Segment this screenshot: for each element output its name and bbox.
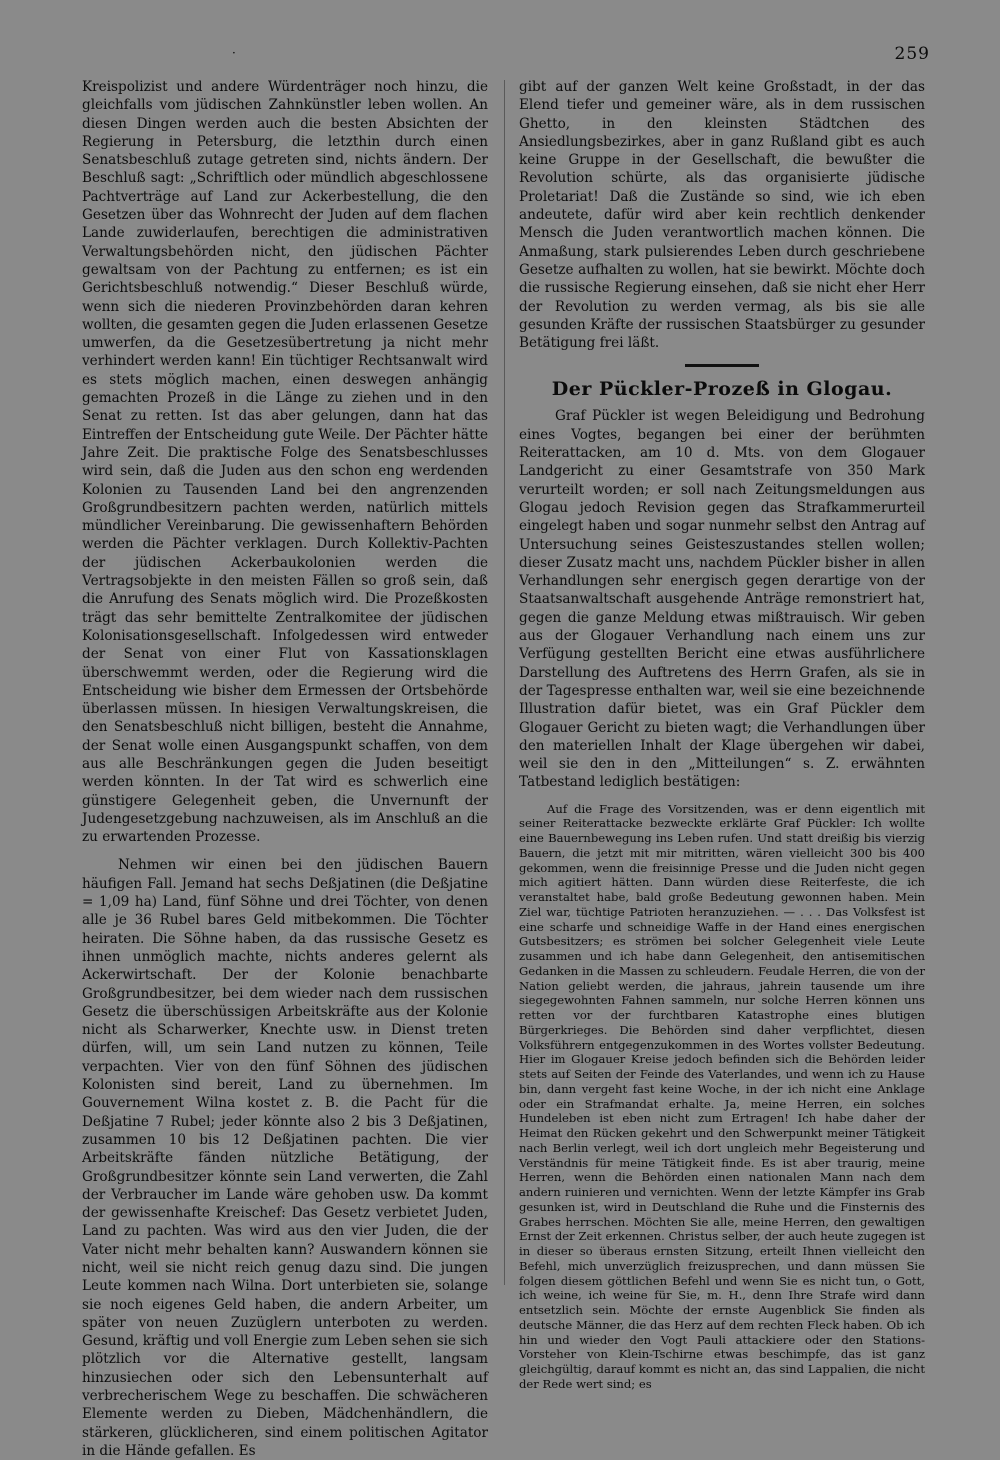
page-number: 259 xyxy=(894,44,930,64)
right-column xyxy=(519,78,925,1392)
article-paragraph: Graf Pückler ist wegen Beleidigung und Bedrohung eines Vogtes, begangen bei einer der berühmten Reiterattacken, am 10 d. Mts. von dem Glogauer Landgericht zu einer Gesamtstrafe von 350 Mark verurteilt worden; er soll nach Zeitungsmeldungen aus Glogau jedoch Revision gegen das Strafkammerurteil eingelegt haben und sogar nunmehr selbst den Antrag auf Untersuchung seines Geisteszustandes stellen wollen; dieser Zusatz macht uns, nachdem Pückler bisher in allen Verhandlungen sehr energisch gegen derartige von der Staatsanwaltschaft ausgehende Anträge remonstriert hat, gegen die ganze Meldung etwas mißtrauisch. Wir geben aus der Glogauer Verhandlung nach einem uns zur Verfügung gestellten Bericht eine etwas ausführlichere Darstellung des Auftretens des Herrn Grafen, als sie in der Tagespresse enthalten war, weil sie eine bezeichnende Illustration dafür bietet, was ein Graf Pückler dem Glogauer Gericht zu bieten wagt; die Verhandlungen über den materiellen Inhalt der Klage übergehen wir dabei, weil sie den in den „Mitteilungen“ s. Z. erwähnten Tatbestand lediglich bestätigen: xyxy=(519,408,925,791)
quoted-testimony: Auf die Frage des Vorsitzenden, was er denn eigentlich mit seiner Reiterattacke bezweckte erklärte Graf Pückler: Ich wollte eine Bauernbewegung ins Leben rufen. Und statt dreißig bis vierzig Bauern, die jetzt mit mir mitritten, wären vielleicht 300 bis 400 gekommen, wenn die freisinnige Presse und die Juden nicht gegen mich agitiert hätten. Dann würden diese Reiterfeste, die ich veranstaltet habe, bald große Bedeutung gewonnen haben. Mein Ziel war, tüchtige Patrioten heranzuziehen. — . . . Das Volksfest ist eine scharfe und schneidige Waffe in der Hand eines energischen Gutsbesitzers; es strömen bei solcher Gelegenheit viele Leute zusammen und ich habe dann Gelegenheit, den antisemitischen Gedanken in die Massen zu schleudern. Feudale Herren, die von der Nation geliebt werden, die jahraus, jahrein tausende um ihre siegegewohnten Fahnen sammeln, nur solche Herren können uns retten vor der furchtbaren Katastrophe eines blutigen Bürgerkrieges. Die Behörden sind daher verpflichtet, diesen Volksführern entgegenzukommen in des Wortes vollster Bedeutung. Hier im Glogauer Kreise jedoch befinden sich die Behörden leider stets auf Seiten der Feinde des Vaterlandes, und wenn ich zu Hause bin, dann vergeht fast keine Woche, in der ich nicht eine Anklage oder ein Strafmandat erhalte. Ja, meine Herren, ein solches Hundeleben ist eben nicht zum Ertragen! Ich habe daher der Heimat den Rücken gekehrt und den Schwerpunkt meiner Tätigkeit nach Berlin verlegt, weil ich dort ungleich mehr Begeisterung und Verständnis für meine Tätigkeit finde. Es ist aber traurig, meine Herren, wenn die Behörden einen nationalen Mann nach dem andern ruinieren und vernichten. Wenn der letzte Kämpfer ins Grab gesunken ist, wird in Deutschland die Ruhe und die Finsternis des Grabes herrschen. Möchten Sie alle, meine Herren, den gewaltigen Ernst der Zeit erkennen. Christus selber, der auch heute zugegen ist in dieser so überaus ernsten Sitzung, erteilt Ihnen vielleicht den Befehl, mich unverzüglich freizusprechen, und dann müssen Sie folgen diesem göttlichen Befehl und wenn Sie es nicht tun, o Gott, ich weine, ich weine für Sie, m. H., denn Ihre Strafe wird dann entsetzlich sein. Möchte der ernste Augenblick Sie finden als deutsche Männer, die das Herz auf dem rechten Fleck haben. Ob ich hin und wieder den Vogt Pauli attackiere oder den Stations-Vorsteher von Klein-Tschirne etwas beschimpfe, das ist ganz gleichgültig, darauf kommt es nicht an, das sind Lappalien, die nicht der Rede wert sind; es xyxy=(519,801,925,1391)
column-divider xyxy=(504,80,505,1285)
left-paragraph-2: Nehmen wir einen bei den jüdischen Bauern häufigen Fall. Jemand hat sechs Deßjatinen (die Deßjatine = 1,09 ha) Land, fünf Söhne und drei Töchter, von denen alle je 36 Rubel bares Geld mitbekommen. Die Töchter heiraten. Die Söhne haben, da das russische Gesetz es ihnen unmöglich machte, nichts anderes gelernt als Ackerwirtschaft. Der der Kolonie benachbarte Großgrundbesitzer, bei dem wieder nach dem russischen Gesetz die überschüssigen Arbeitskräfte aus der Kolonie nicht als Scharwerker, Knechte usw. in Dienst treten dürfen, will, um sein Land nutzen zu können, Teile verpachten. Vier von den fünf Söhnen des jüdischen Kolonisten sind bereit, Land zu übernehmen. Im Gouvernement Wilna kostet z. B. die Pacht für die Deßjatine 7 Rubel; jeder könnte also 2 bis 3 Deßjatinen, zusammen 10 bis 12 Deßjatinen pachten. Die vier Arbeitskräfte fänden nützliche Betätigung, der Großgrundbesitzer könnte sein Land verwerten, die Zahl der Verbraucher im Lande wäre gehoben usw. Da kommt der gewissenhafte Kreischef: Das Gesetz verbietet Juden, Land zu pachten. Was wird aus den vier Juden, die der Vater nicht mehr behalten kann? Auswandern können sie nicht, weil sie nicht reich genug dazu sind. Die jungen Leute kommen nach Wilna. Dort unterbieten sie, solange sie noch eigenes Geld haben, die andern Arbeiter, um später von neuen Zuzüglern unterboten zu werden. Gesund, kräftig und voll Energie zum Leben sehen sie sich plötzlich vor die Alternative gestellt, langsam hinzusiechen oder sich den Lebensunterhalt auf verbrecherischem Wege zu beschaffen. Die schwächeren Elemente werden zu Dieben, Mädchenhändlern, die stärkeren, glücklicheren, sind einem politischen Agitator in die Hände gefallen. Es xyxy=(82,857,488,1459)
right-intro-paragraph: gibt auf der ganzen Welt keine Großstadt, in der das Elend tiefer und gemeiner wäre, als in dem russischen Ghetto, in den kleinsten Städtchen des Ansiedlungsbezirkes, aber in ganz Rußland gibt es auch keine Gruppe in der Gesellschaft, die bewußter die Revolution schürte, als das organisierte jüdische Proletariat! Daß die Zustände so sind, wie ich eben andeutete, dafür wird aber kein rechtlich denkender Mensch die Juden verantwortlich machen können. Die Anmaßung, stark pulsierendes Leben durch geschriebene Gesetze aufhalten zu wollen, hat sie bewirkt. Möchte doch die russische Regierung einsehen, daß sie nicht eher Herr der Revolution zu werden vermag, als bis sie alle gesunden Kräfte der russischen Staatsbürger zu gesunder Betätigung frei läßt. xyxy=(519,79,925,352)
section-rule xyxy=(685,364,759,367)
stray-mark: · xyxy=(232,46,236,60)
article-headline: Der Pückler-Prozeß in Glogau. xyxy=(551,378,893,401)
left-column xyxy=(82,78,488,1460)
left-paragraph-1: Kreispolizist und andere Würdenträger noch hinzu, die gleichfalls vom jüdischen Zahnkünstler leben wollen. An diesen Dingen werden auch die besten Absichten der Regierung in Petersburg, die letzthin durch einen Senatsbeschluß zutage getreten sind, nichts ändern. Der Beschluß sagt: „Schriftlich oder mündlich abgeschlossene Pachtverträge auf Land zur Ackerbestellung, die den Gesetzen über das Wohnrecht der Juden auf dem flachen Lande zuwiderlaufen, berechtigen die administrativen Verwaltungsbehörden nicht, den jüdischen Pächter gewaltsam von der Pachtung zu entfernen; es ist ein Gerichtsbeschluß notwendig.“ Dieser Beschluß würde, wenn sich die niederen Provinzbehörden daran kehren wollten, die gesamten gegen die Juden erlassenen Gesetze umwerfen, da die Gesetzesübertretung ja nicht mehr verhindert werden kann! Ein tüchtiger Rechtsanwalt wird es stets möglich machen, einen deswegen anhängig gemachten Prozeß in die Länge zu ziehen und in den Senat zu retten. Ist das aber gelungen, dann hat das Eintreffen der Entscheidung gute Weile. Der Pächter hätte Jahre Zeit. Die praktische Folge des Senatsbeschlusses wird sein, daß die Juden aus den schon eng werdenden Kolonien zu Tausenden Land bei den angrenzenden Großgrundbesitzern pachten werden, natürlich mittels mündlicher Vereinbarung. Die gewissenhaftern Behörden werden die Pächter verklagen. Durch Kollektiv-Pachten der jüdischen Ackerbaukolonien werden die Vertragsobjekte in den meisten Fällen so groß sein, daß die Anrufung des Senats möglich wird. Die Prozeßkosten trägt das sehr bemittelte Zentralkomitee der jüdischen Kolonisationsgesellschaft. Infolgedessen wird entweder der Senat von einer Flut von Kassationsklagen überschwemmt werden, oder die Regierung wird die Entscheidung wie bisher dem Ermessen der Ortsbehörde überlassen müssen. In hiesigen Verwaltungskreisen, die den Senatsbeschluß nicht billigen, besteht die Annahme, der Senat wolle einen Ausgangspunkt schaffen, von dem aus alle Beschränkungen gegen die Juden beseitigt werden könnten. In der Tat wird es schwerlich eine günstigere Gelegenheit geben, die Unvernunft der Judengesetzgebung nachzuweisen, als im Anschluß an die zu erwartenden Prozesse. xyxy=(82,79,488,846)
